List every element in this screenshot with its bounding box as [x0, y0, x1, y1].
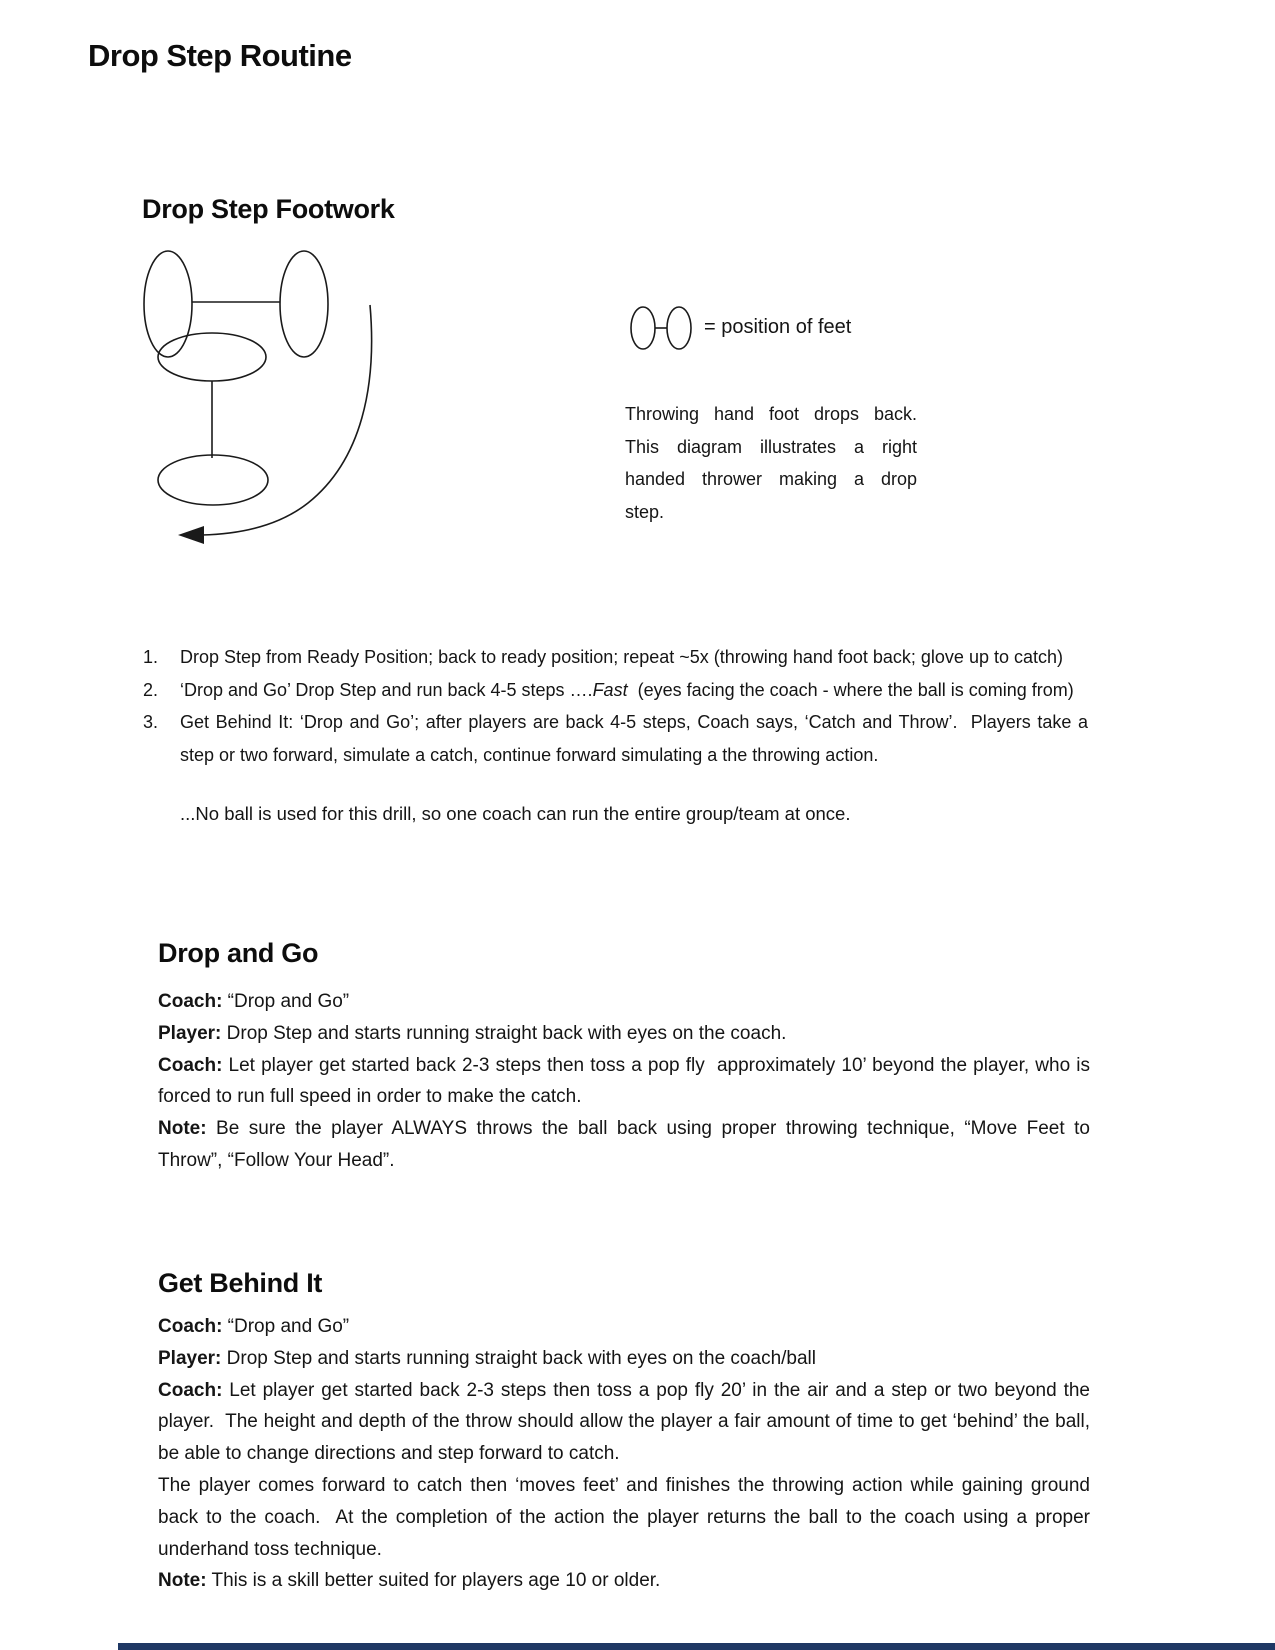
coach-label: Coach: — [158, 1054, 223, 1076]
right-foot-ellipse — [280, 251, 328, 357]
description-line: step. — [625, 501, 665, 522]
footwork-diagram — [130, 235, 400, 555]
drop-and-go-heading: Drop and Go — [158, 938, 319, 968]
coach-line: Coach: “Drop and Go” — [158, 1316, 350, 1337]
feet-position-icon — [628, 303, 698, 353]
coach-line: Coach: “Drop and Go” — [158, 991, 350, 1012]
get-behind-it-body — [158, 1311, 1096, 1597]
description-line: This diagram illustrates a right — [625, 436, 917, 457]
list-item — [143, 674, 1133, 707]
coach-line: Coach: Let player get started back 2-3 steps then toss a pop fly 20’ in the air and a step or two beyond the player. The height and depth of the throw should allow the player a fair amount of time to get ‘behind’ the ball, be able to change directions and step forward to catch. — [158, 1379, 1096, 1465]
note-line: Note: Be sure the player ALWAYS throws the ball back using proper throwing technique, “Move Feet to Throw”, “Follow Your Head”. — [158, 1118, 1095, 1171]
get-behind-it-heading: Get Behind It — [158, 1268, 323, 1298]
page-title: Drop Step Routine — [88, 38, 352, 73]
legend-label: = position of feet — [704, 316, 852, 338]
player-label: Player: — [158, 1022, 222, 1044]
coach-line: Coach: Let player get started back 2-3 steps then toss a pop fly approximately 10’ beyond the player, who is forced to run full speed in order to make the catch. — [158, 1054, 1096, 1108]
player-line: Player: Drop Step and starts running straight back with eyes on the coach/ball — [158, 1347, 816, 1369]
coach-label: Coach: — [158, 1379, 223, 1401]
note-label: Note: — [158, 1570, 207, 1592]
italic-text: Fast — [592, 679, 628, 700]
description-line: Throwing hand foot drops back. — [625, 404, 917, 424]
list-number: 1. — [143, 647, 159, 667]
left-foot-ellipse — [144, 251, 192, 357]
list-text: ‘Drop and Go’ Drop Step and run back 4-5 steps ….Fast (eyes facing the coach - where the ball is coming from) — [180, 679, 1074, 700]
list-item — [143, 706, 1133, 771]
list-number: 3. — [143, 712, 159, 732]
player-line: Player: Drop Step and starts running straight back with eyes on the coach. — [158, 1022, 787, 1044]
no-ball-note: ...No ball is used for this drill, so one coach can run the entire group/team at once. — [180, 803, 851, 824]
list-number: 2. — [143, 679, 159, 700]
list-item — [143, 641, 1133, 674]
player-label: Player: — [158, 1347, 222, 1369]
page-footer-bar — [118, 1643, 1275, 1650]
arrowhead-icon — [178, 526, 204, 544]
drill-steps-list — [143, 641, 1133, 771]
note-label: Note: — [158, 1118, 207, 1140]
note-line: Note: This is a skill better suited for players age 10 or older. — [158, 1570, 661, 1592]
list-text: Drop Step from Ready Position; back to ready position; repeat ~5x (throwing hand foot back; glove up to catch) — [180, 647, 1063, 667]
pivot-foot-ellipse — [158, 333, 266, 381]
list-text: Get Behind It: ‘Drop and Go’; after players are back 4-5 steps, Coach says, ‘Catch and Throw’. Players take a step or two forward, simulate a catch, continue forward simulating a the throwing action. — [180, 712, 1094, 765]
drop-and-go-body — [158, 986, 1096, 1177]
description-line: handed thrower making a drop — [625, 469, 917, 490]
follow-up-line: The player comes forward to catch then ‘moves feet’ and finishes the throwing action while gaining ground back to the coach. At the completion of the action the player returns the ball to the coach using a proper underhand toss technique. — [158, 1474, 1096, 1560]
diagram-description — [625, 398, 917, 528]
drop-foot-ellipse — [158, 455, 268, 505]
coach-label: Coach: — [158, 991, 223, 1012]
coach-label: Coach: — [158, 1316, 223, 1337]
footwork-heading: Drop Step Footwork — [142, 194, 395, 224]
